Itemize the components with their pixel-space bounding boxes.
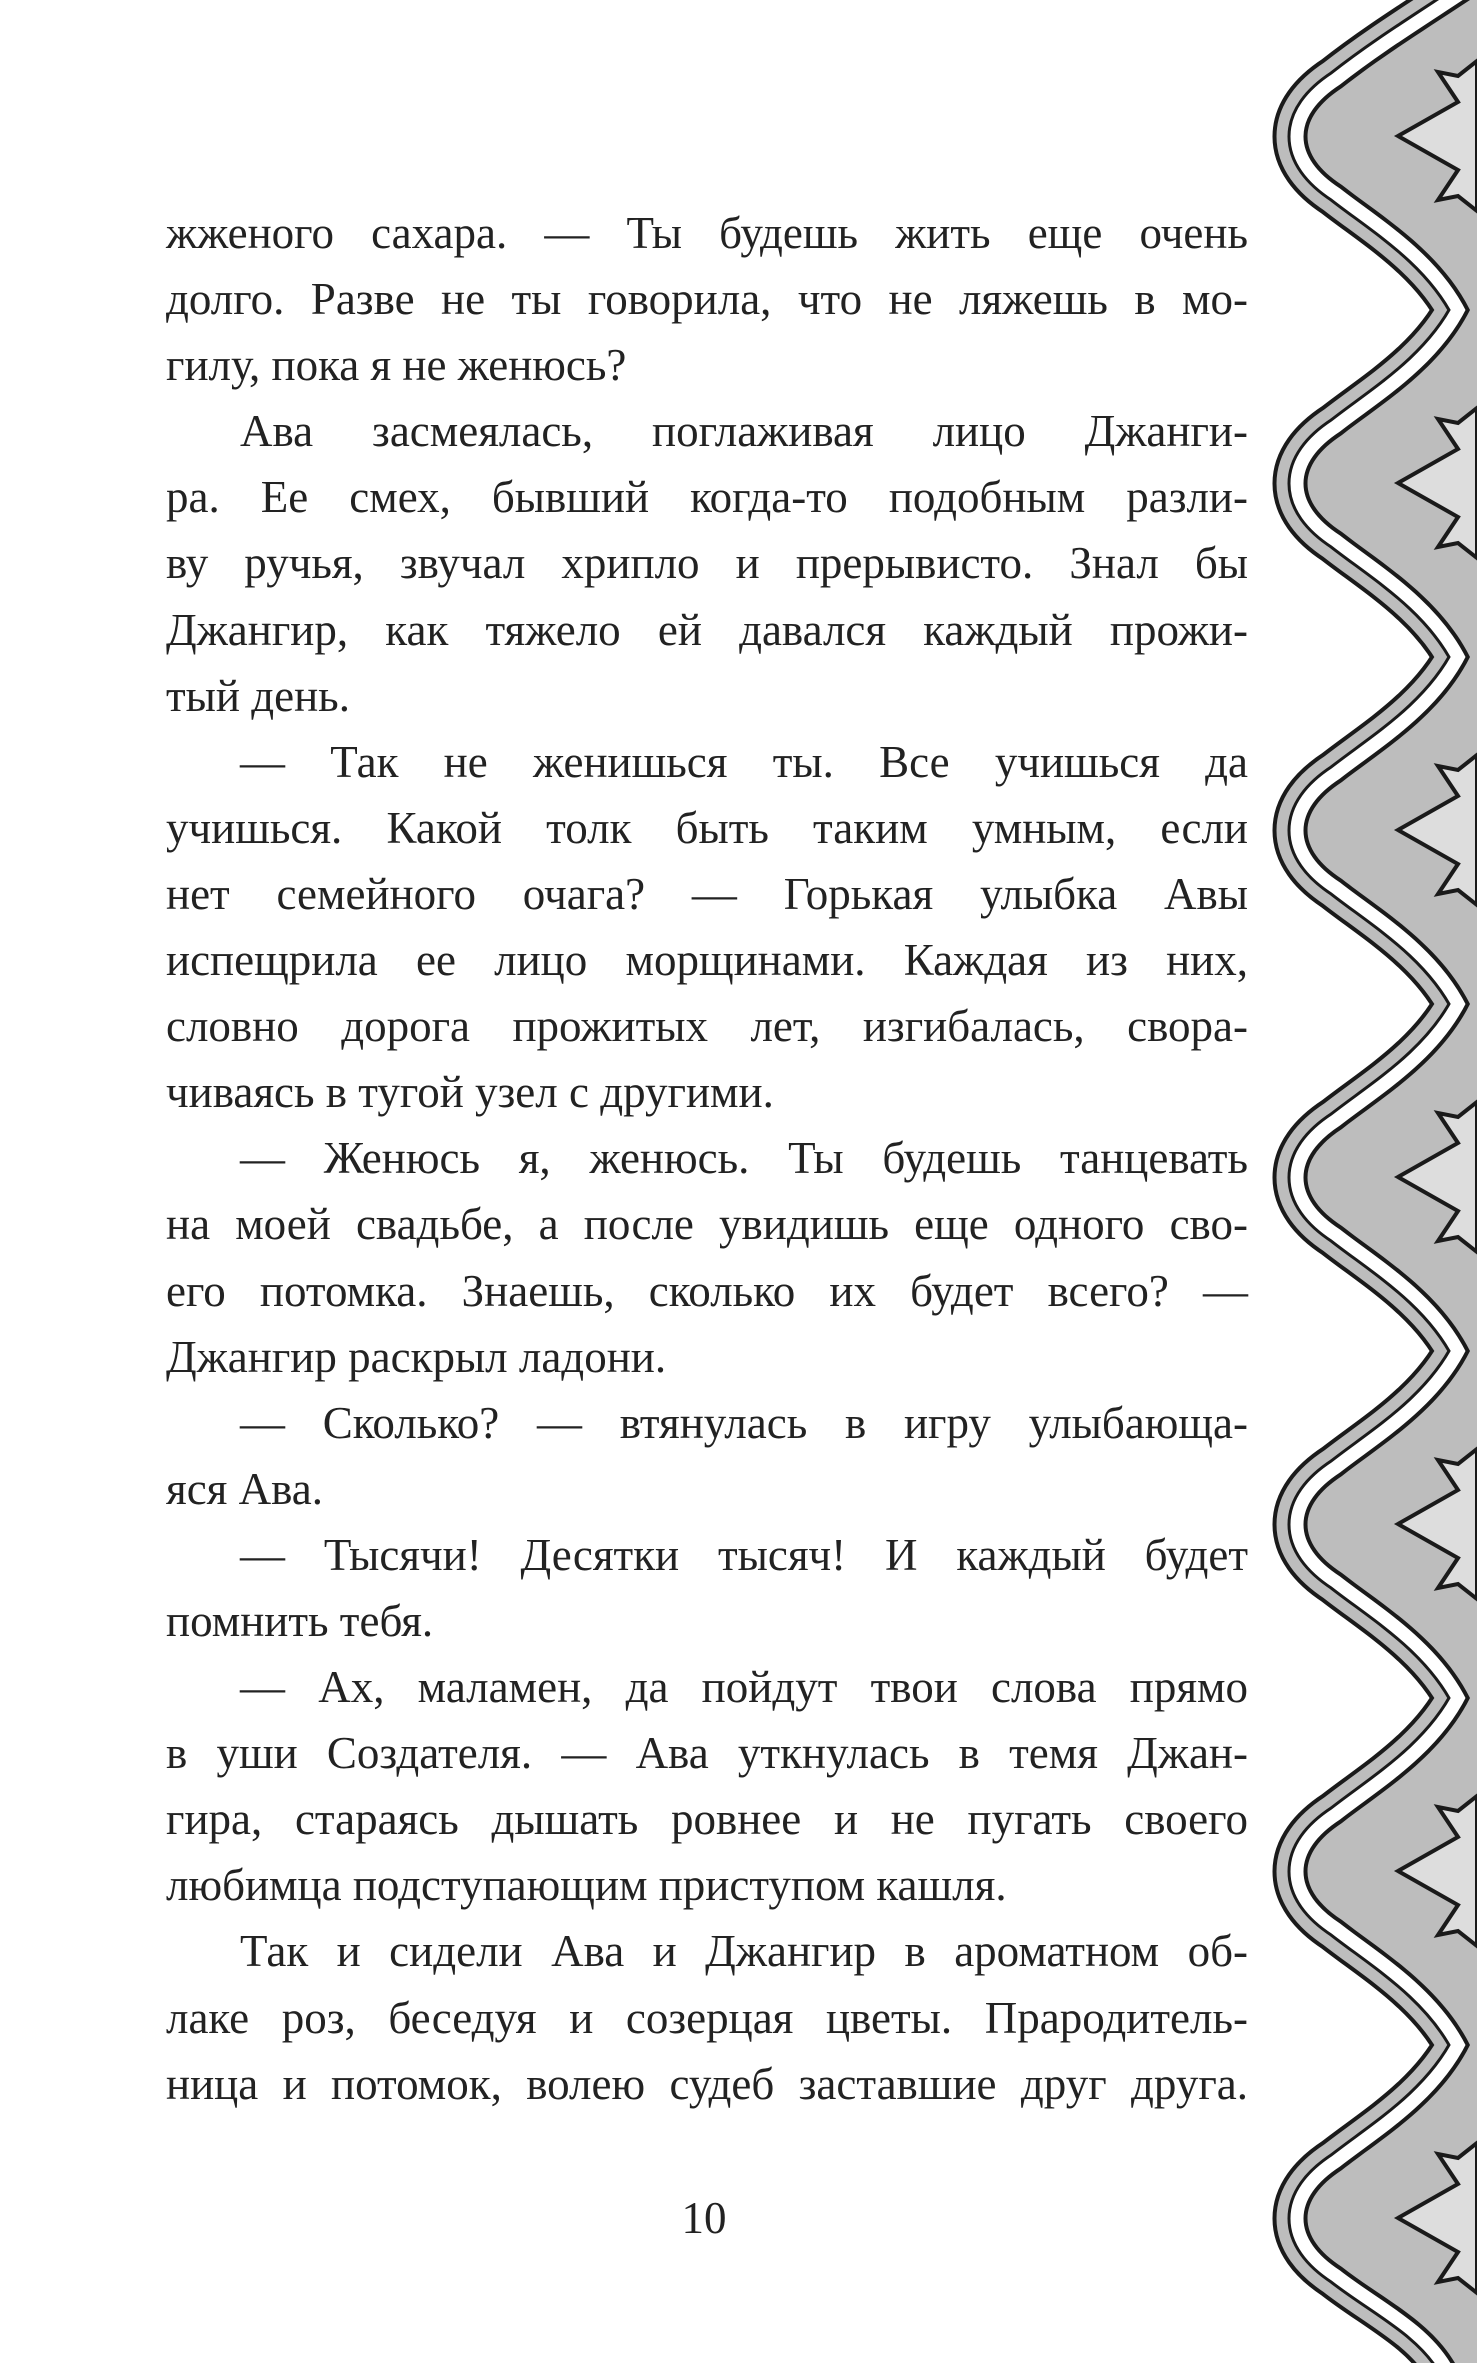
text-line: — Так не женишься ты. Все учишься да <box>240 736 1248 787</box>
text-line: любимца подступающим приступом кашля. <box>166 1860 1007 1911</box>
text-line: ница и потомок, волею судеб заставшие друг друга. <box>166 2058 1248 2109</box>
text-line: в уши Создателя. — Ава уткнулась в темя Джан- <box>166 1728 1248 1779</box>
text-line: Так и сидели Ава и Джангир в ароматном об- <box>240 1926 1248 1977</box>
text-line: — Женюсь я, женюсь. Ты будешь танцевать <box>240 1133 1248 1184</box>
text-line: тый день. <box>166 670 350 721</box>
text-line: ву ручья, звучал хрипло и прерывисто. Знал бы <box>166 538 1248 589</box>
text-line: учишься. Какой толк быть таким умным, если <box>166 802 1248 853</box>
text-line: Ава засмеялась, поглаживая лицо Джанги- <box>240 406 1248 457</box>
text-line: жженого сахара. — Ты будешь жить еще очень <box>166 208 1248 258</box>
text-line: словно дорога прожитых лет, изгибалась, свора- <box>166 1001 1248 1052</box>
page-number: 10 <box>681 2193 727 2243</box>
text-line: лаке роз, беседуя и созерцая цветы. Прародитель- <box>166 1992 1248 2043</box>
text-line: Джангир, как тяжело ей давался каждый прожи- <box>166 604 1248 655</box>
text-line: ра. Ее смех, бывший когда-то подобным разли- <box>166 472 1248 523</box>
text-line: — Ах, маламен, да пойдут твои слова прямо <box>240 1662 1248 1713</box>
text-line: гира, стараясь дышать ровнее и не пугать своего <box>166 1794 1248 1845</box>
text-line: яся Ава. <box>166 1463 323 1514</box>
text-line: гилу, пока я не женюсь? <box>166 340 627 391</box>
body-text <box>166 200 1248 2117</box>
text-line: чиваясь в тугой узел с другими. <box>166 1067 774 1118</box>
text-line: — Сколько? — втянулась в игру улыбающа- <box>240 1397 1248 1448</box>
text-line: на моей свадьбе, а после увидишь еще одного сво- <box>166 1199 1248 1250</box>
text-line: — Тысячи! Десятки тысяч! И каждый будет <box>240 1529 1248 1580</box>
text-line: долго. Разве не ты говорила, что не ляжешь в мо- <box>166 274 1248 325</box>
text-line: его потомка. Знаешь, сколько их будет всего? — <box>166 1265 1248 1316</box>
text-line: испещрила ее лицо морщинами. Каждая из них, <box>166 935 1248 986</box>
text-line: нет семейного очага? — Горькая улыбка Авы <box>166 868 1248 919</box>
text-line: Джангир раскрыл ладони. <box>166 1331 667 1382</box>
text-line: помнить тебя. <box>166 1595 434 1646</box>
